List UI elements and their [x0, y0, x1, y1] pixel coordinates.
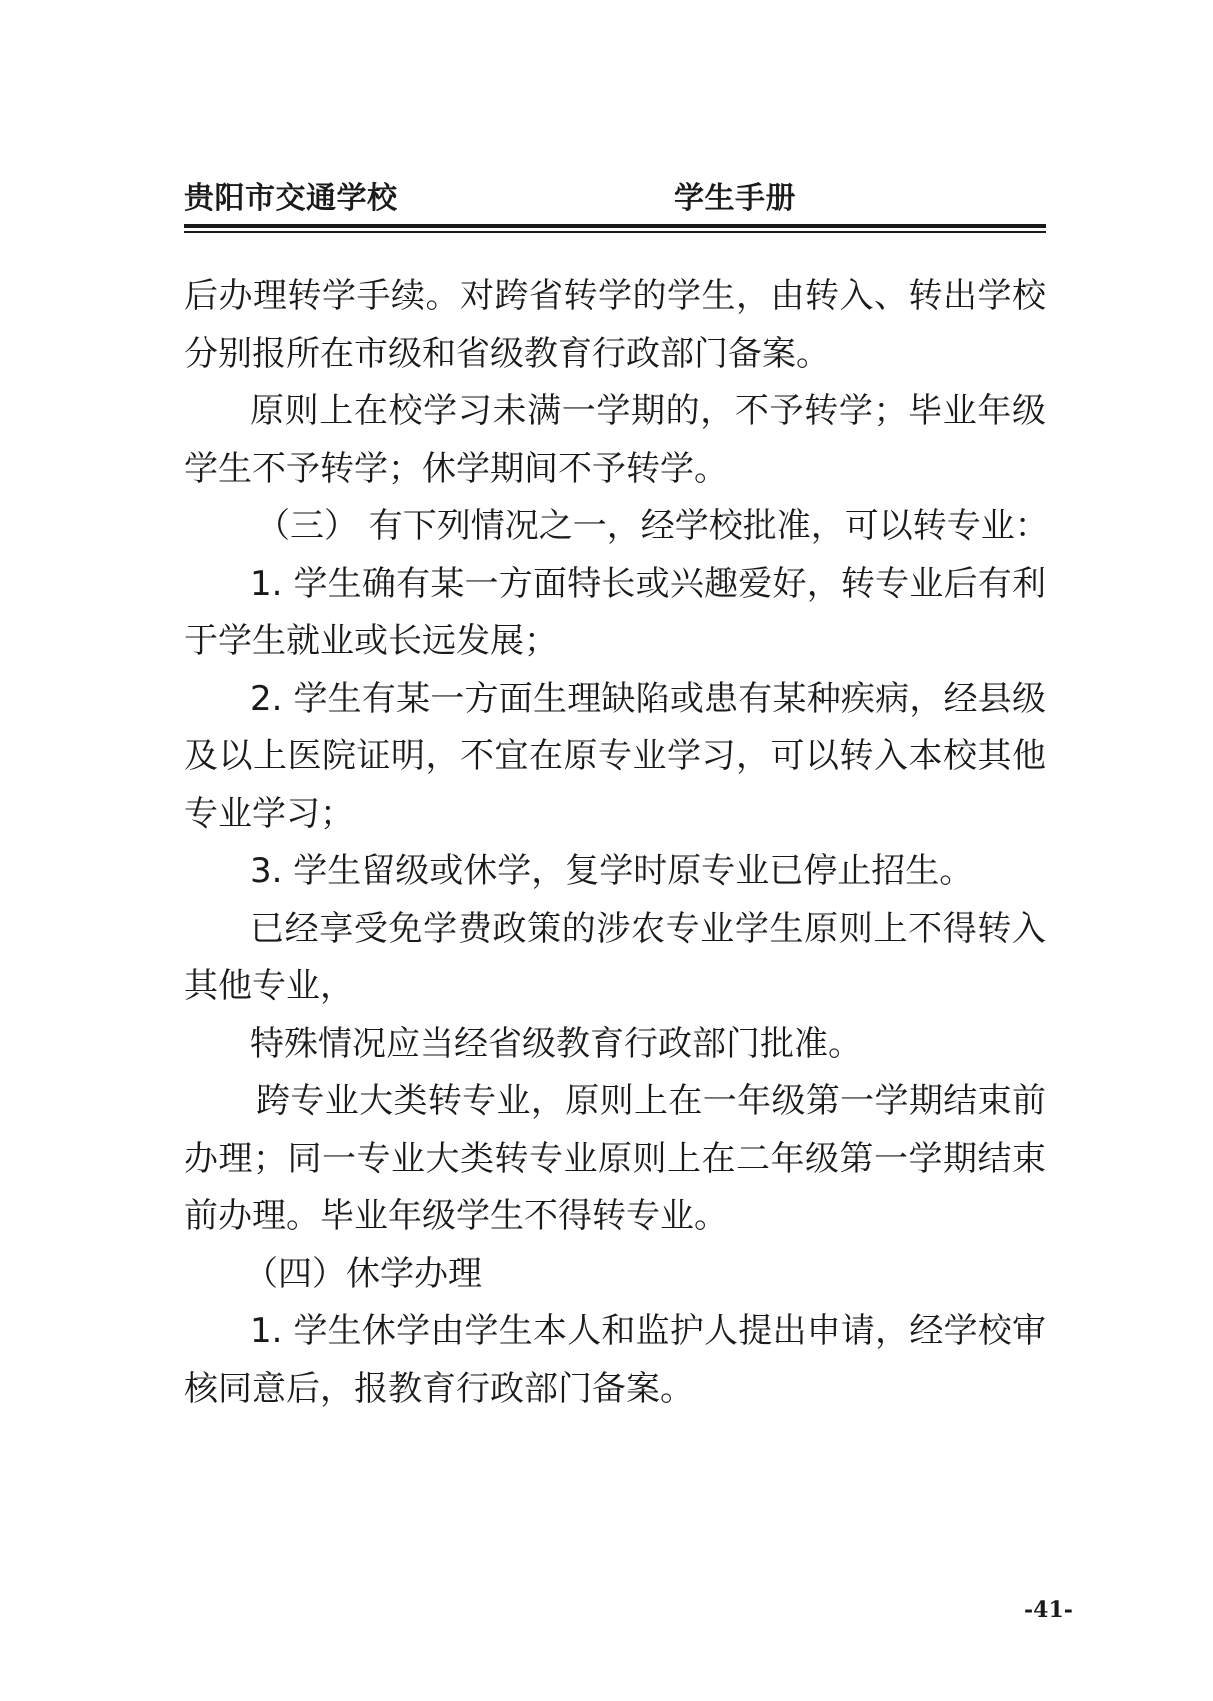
- list-item: 1. 学生休学由学生本人和监护人提出申请，经学校审: [250, 1311, 1046, 1351]
- section-heading: （三） 有下列情况之一，经学校批准，可以转专业：: [256, 506, 1049, 546]
- page-header: [184, 178, 1046, 220]
- list-item: 1. 学生确有某一方面特长或兴趣爱好，转专业后有利: [250, 563, 1046, 604]
- text-line: 特殊情况应当经省级教育行政部门批准。: [250, 1023, 862, 1064]
- header-rule-thick: [184, 224, 1046, 228]
- body-text: [184, 268, 1049, 1418]
- text-line: 原则上在校学习未满一学期的，不予转学；毕业年级: [250, 391, 1046, 431]
- page-number: -41-: [1024, 1597, 1073, 1623]
- text-line: 核同意后，报教育行政部门备案。: [184, 1368, 694, 1409]
- text-line: 于学生就业或长远发展；: [184, 621, 558, 661]
- text-line: 后办理转学手续。对跨省转学的学生，由转入、转出学校: [184, 276, 1046, 316]
- text-line: 专业学习；: [184, 793, 354, 834]
- text-line: 前办理。毕业年级学生不得转专业。: [184, 1196, 728, 1236]
- text-line: 已经享受免学费政策的涉农专业学生原则上不得转入: [250, 908, 1046, 949]
- text-line: 办理；同一专业大类转专业原则上在二年级第一学期结束: [184, 1138, 1046, 1179]
- text-line: 跨专业大类转专业，原则上在一年级第一学期结束前: [256, 1081, 1046, 1121]
- text-line: 分别报所在市级和省级教育行政部门备案。: [184, 333, 830, 374]
- list-item: 2. 学生有某一方面生理缺陷或患有某种疾病，经县级: [250, 678, 1046, 719]
- text-line: 及以上医院证明，不宜在原专业学习，可以转入本校其他: [184, 736, 1046, 776]
- school-name: 贵阳市交通学校: [184, 181, 398, 216]
- text-line: 其他专业，: [184, 966, 354, 1006]
- text-line: 学生不予转学；休学期间不予转学。: [184, 448, 728, 489]
- header-rule-thin: [184, 231, 1046, 233]
- section-heading: （四）休学办理: [244, 1253, 482, 1294]
- handbook-title: 学生手册: [674, 181, 796, 216]
- list-item: 3. 学生留级或休学，复学时原专业已停止招生。: [250, 851, 974, 891]
